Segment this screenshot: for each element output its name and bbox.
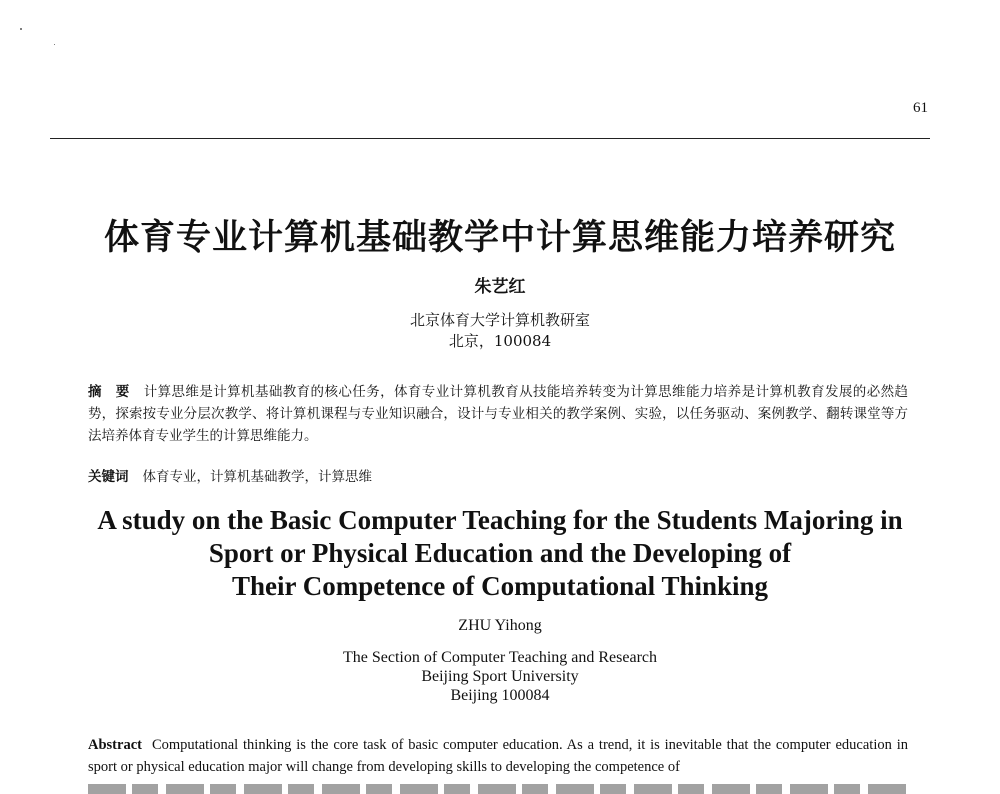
english-affiliation: The Section of Computer Teaching and Research <box>342 649 658 666</box>
english-author: ZHU Yihong <box>458 617 542 634</box>
english-affiliation-block <box>0 648 1000 705</box>
page-number: 61 <box>913 100 928 116</box>
chinese-affiliation-block <box>0 310 1000 352</box>
english-location: Beijing 100084 <box>450 687 550 704</box>
cut-off-text-line <box>88 784 908 794</box>
chinese-abstract-label: 摘 要 <box>88 384 130 400</box>
chinese-location: 北京，100084 <box>448 332 552 350</box>
chinese-author: 朱艺红 <box>474 277 526 297</box>
english-title-line: Sport or Physical Education and the Developing of <box>208 538 792 568</box>
scan-speck <box>54 44 55 45</box>
english-title-line: A study on the Basic Computer Teaching for the Students Majoring in <box>97 505 903 535</box>
english-title <box>0 504 1000 603</box>
english-abstract <box>88 734 908 794</box>
english-affiliation: Beijing Sport University <box>421 668 579 685</box>
header-rule <box>50 138 930 139</box>
english-abstract-label: Abstract <box>88 737 142 753</box>
chinese-keywords-text: 体育专业，计算机基础教学，计算思维 <box>142 469 372 485</box>
chinese-abstract <box>88 381 908 447</box>
chinese-affiliation: 北京体育大学计算机教研室 <box>409 311 590 329</box>
chinese-title: 体育专业计算机基础教学中计算思维能力培养研究 <box>103 218 896 258</box>
chinese-keywords <box>88 465 908 485</box>
chinese-abstract-text: 计算思维是计算机基础教育的核心任务，体育专业计算机教育从技能培养转变为计算思维能力培养是计算机教育发展的必然趋势，探索按专业分层次教学、将计算机课程与专业知识融合，设计与专业相关的教学案例、实验，以任务驱动、案例教学、翻转课堂等方法培养体育专业学生的计算思维能力。 <box>88 384 909 444</box>
chinese-keywords-label: 关键词 <box>88 469 129 485</box>
english-abstract-text: Computational thinking is the core task of basic computer education. As a trend, it is inevitable that the computer education in sport or physical education major will change from developing skills to developing the competence of <box>88 737 908 775</box>
scan-speck <box>20 28 22 30</box>
english-title-line: Their Competence of Computational Thinking <box>231 571 769 601</box>
